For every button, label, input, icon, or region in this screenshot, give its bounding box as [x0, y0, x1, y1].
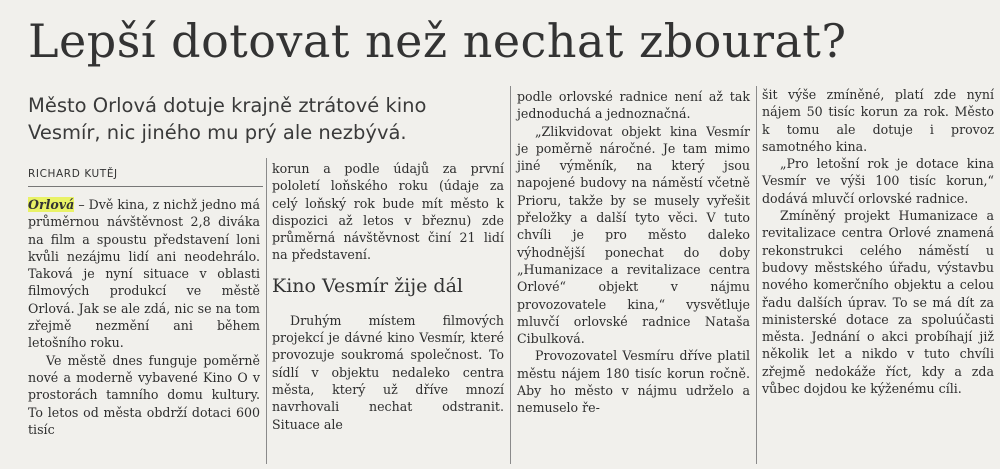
article-column-4: [762, 86, 994, 397]
dateline: Orlová: [28, 197, 75, 212]
paragraph: šit výše zmíněné, platí zde nyní nájem 50 tisíc korun za rok. Město k tomu ale dotuje i provoz samotného kina.: [762, 87, 994, 154]
paragraph: Druhým místem filmových projekcí je dávné kino Vesmír, které provozuje soukromá společnost. To sídlí v objektu nedaleko centra města, který už dříve mnozí navrhovali nechat odstranit. Situace ale: [272, 312, 504, 432]
paragraph-text: – Dvě kina, z nichž jedno má průměrnou návštěvnost 2,8 diváka na film a spoustu představení loni kvůli nezájmu lidí ani neodehrálo. Taková je nyní situace v oblasti filmových produkcí ve městě Orlová. Jak se ale zdá, nic se na tom zřejmě nezmění ani během letošního roku.: [28, 197, 260, 351]
byline: RICHARD KUTĚJ: [28, 168, 118, 180]
column-divider: [510, 86, 511, 464]
article-column-2: [272, 160, 504, 433]
byline-divider: [28, 186, 263, 187]
section-heading: Kino Vesmír žije dál: [272, 274, 464, 297]
article-subheadline: Město Orlová dotuje krajně ztrátové kino Vesmír, nic jiného mu prý ale nezbývá.: [28, 94, 427, 144]
column-divider: [266, 158, 267, 464]
paragraph: Ve městě dnes funguje poměrně nové a moderně vybavené Kino O v prostorách tamního domu kultury. To letos od města obdrží dotaci 600 tisíc: [28, 352, 260, 437]
paragraph: „Pro letošní rok je dotace kina Vesmír ve výši 100 tisíc korun,“ dodává mluvčí orlovské radnice.: [762, 156, 994, 206]
paragraph: „Zlikvidovat objekt kina Vesmír je poměrně náročné. Je tam mimo jiné výměník, na který jsou napojené budovy na náměstí včetně Prioru, takže by se musely vyřešit přeložky a další tyto věci. V tuto chvíli je pro město daleko výhodnější ponechat do doby „Humanizace a revitalizace centra Orlové“ objekt v nájmu provozovatele kina,“ vysvětluje mluvčí orlovské radnice Nataša Cibulková.: [517, 123, 750, 347]
paragraph: podle orlovské radnice není až tak jednoduchá a jednoznačná.: [517, 89, 750, 122]
paragraph: Provozovatel Vesmíru dříve platil městu nájem 180 tisíc korun ročně. Aby ho město v nájmu udrželo a nemuselo ře-: [517, 348, 750, 416]
column-divider: [756, 86, 757, 464]
article-column-1: [28, 196, 260, 438]
paragraph: korun a podle údajů za první pololetí loňského roku (údaje za celý loňský rok bude mít město k dispozici až letos v březnu) zde průměrná návštěvnost činí 21 lidí na představení.: [272, 161, 504, 263]
paragraph: [28, 196, 260, 352]
article-headline: Lepší dotovat než nechat zbourat?: [28, 14, 847, 68]
paragraph: Zmíněný projekt Humanizace a revitalizace centra Orlové znamená rekonstrukci celého náměstí u budovy městského úřadu, výstavbu nového komerčního objektu a celou řadu dalších úprav. To se má dít za ministerské dotace za spoluúčasti města. Jednání o akci probíhají již několik let a nikdo v tuto chvíli zřejmě nedokáže říct, kdy a zda vůbec dojdou ke kýženému cíli.: [762, 208, 994, 397]
article-column-3: [517, 88, 750, 417]
